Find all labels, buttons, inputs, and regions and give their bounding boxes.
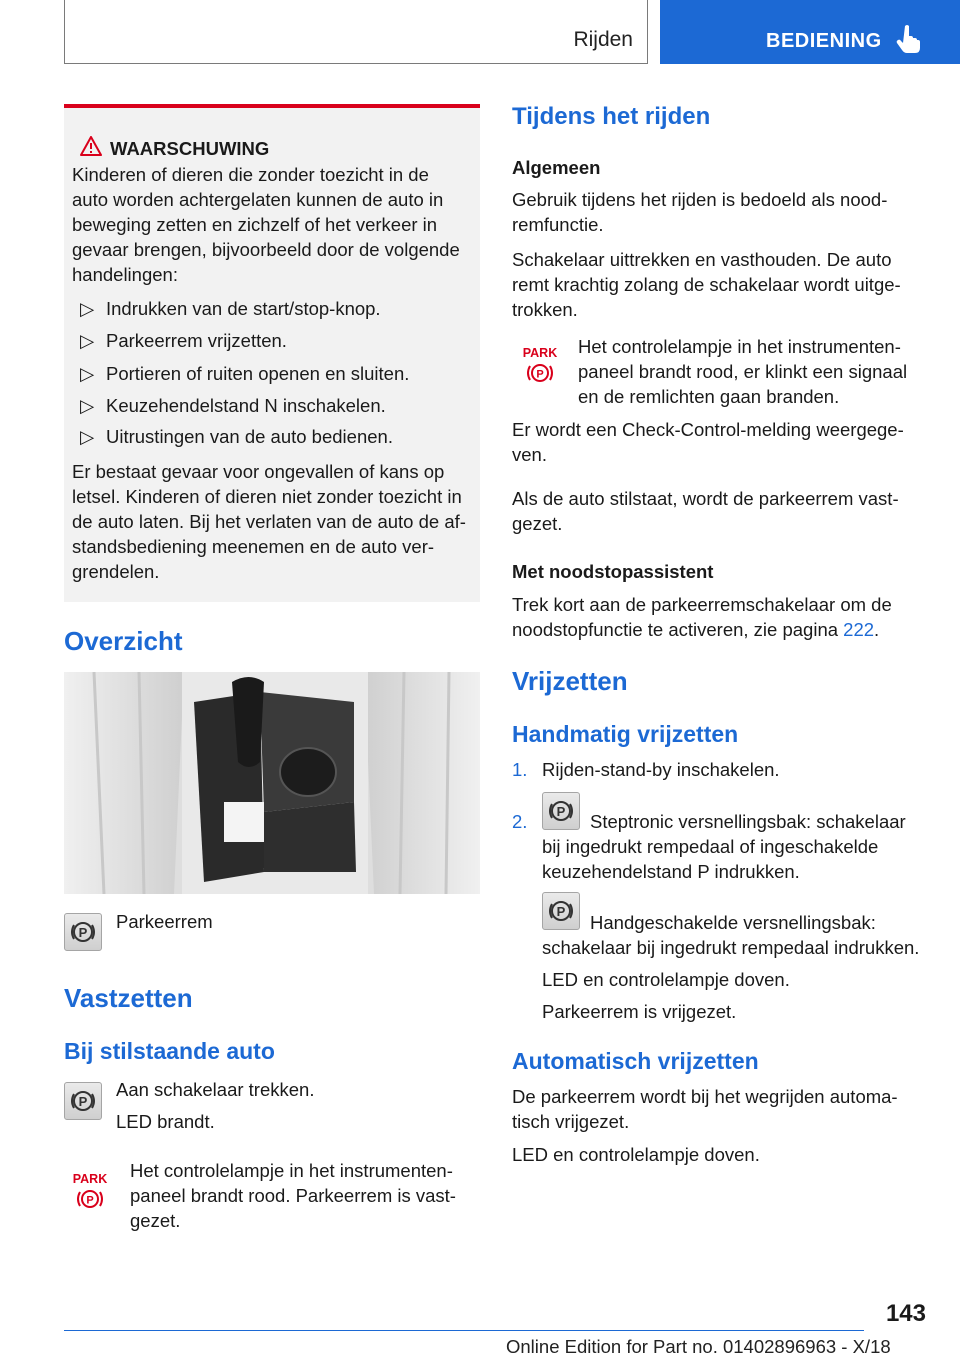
text-line: Kinderen of dieren die zonder toezicht in de xyxy=(72,164,429,185)
svg-text:P: P xyxy=(78,1094,88,1109)
rijden-p1 xyxy=(512,187,928,237)
svg-text:P: P xyxy=(556,804,566,819)
footer-edition: Online Edition for Part no. 01402896963 - X/18 xyxy=(506,1336,891,1357)
overzicht-heading: Overzicht xyxy=(64,626,183,656)
warning-triangle-icon xyxy=(80,136,102,156)
text-span: noodstopfunctie te activeren, zie pagina xyxy=(512,619,844,640)
warning-outro xyxy=(72,459,478,584)
text-line: Trek kort aan de parkeerremschakelaar om de xyxy=(512,594,892,615)
svg-text:P: P xyxy=(556,904,566,919)
svg-text:P: P xyxy=(78,925,88,940)
handmatig-vrijzetten-heading: Handmatig vrijzetten xyxy=(512,721,739,747)
warning-intro xyxy=(72,162,476,287)
noodstop-heading: Met noodstopassistent xyxy=(512,561,714,582)
step-number: 2. xyxy=(512,811,528,832)
text-line: gevaar brengen, bijvoorbeeld door de volgende xyxy=(72,239,460,260)
vrijzetten-heading: Vrijzetten xyxy=(512,666,628,696)
bullet-icon: ▷ xyxy=(80,426,95,447)
vastzetten-lamp-text xyxy=(130,1158,480,1233)
footer-rule xyxy=(64,1330,864,1331)
bullet-icon: ▷ xyxy=(80,363,95,384)
console-photo xyxy=(64,672,480,894)
vastzetten-led: LED brandt. xyxy=(116,1111,215,1132)
page-link[interactable]: 222 xyxy=(843,619,875,640)
text-line: remt krachtig zolang de schakelaar wordt uitge- xyxy=(512,274,901,295)
tijdens-het-rijden-heading: Tijdens het rijden xyxy=(512,103,711,130)
text-line: Gebruik tijdens het rijden is bedoeld als nood- xyxy=(512,189,888,210)
park-warning-lamp-icon xyxy=(520,344,560,386)
step-text: Rijden-stand-by inschakelen. xyxy=(542,759,780,780)
vastzetten-heading: Vastzetten xyxy=(64,983,193,1013)
step-text: Handgeschakelde versnellingsbak: xyxy=(590,912,876,933)
text-line: Het controlelampje in het instrumenten- xyxy=(578,336,901,357)
text-line: auto worden achtergelaten kunnen de auto in xyxy=(72,189,444,210)
text-line: Als de auto stilstaat, wordt de parkeerrem vast- xyxy=(512,488,899,509)
text-line xyxy=(512,617,928,642)
step-text-cont xyxy=(542,834,928,884)
svg-text:P: P xyxy=(86,1194,94,1207)
vastzetten-step: Aan schakelaar trekken. xyxy=(116,1079,315,1100)
text-line: letsel. Kinderen of dieren niet zonder toezicht in xyxy=(72,486,462,507)
text-line: de auto laten. Bij het verlaten van de auto de af- xyxy=(72,511,466,532)
text-line: Schakelaar uittrekken en vasthouden. De auto xyxy=(512,249,892,270)
bij-stilstaande-auto-heading: Bij stilstaande auto xyxy=(64,1038,275,1064)
list-item: Indrukken van de start/stop-knop. xyxy=(106,298,381,319)
text-line: Er bestaat gevaar voor ongevallen of kans op xyxy=(72,461,445,482)
header-section-label: Rijden xyxy=(573,28,633,51)
list-item: Uitrustingen van de auto bedienen. xyxy=(106,426,393,447)
text-line: gezet. xyxy=(512,513,563,534)
list-item: Keuzehendelstand N inschakelen. xyxy=(106,395,386,416)
step-text: schakelaar bij ingedrukt rempedaal indrukken. xyxy=(542,937,920,958)
text-line: trokken. xyxy=(512,299,578,320)
svg-text:P: P xyxy=(536,368,544,381)
rijden-lamp-text xyxy=(578,334,928,409)
rijden-p2 xyxy=(512,247,928,322)
algemeen-heading: Algemeen xyxy=(512,157,601,178)
header-chapter-label: BEDIENING xyxy=(766,30,882,52)
noodstop-text xyxy=(512,592,928,642)
legend-parkeerrem: Parkeerrem xyxy=(116,911,213,932)
rijden-p3 xyxy=(512,417,928,467)
text-line: paneel brandt rood, er klinkt een signaal xyxy=(578,361,908,382)
auto-text xyxy=(512,1084,928,1134)
hand-pointer-icon xyxy=(896,24,922,54)
text-line: tisch vrijgezet. xyxy=(512,1111,630,1132)
parking-brake-switch-icon xyxy=(64,1082,102,1120)
text-line: bij ingedrukt rempedaal of ingeschakelde xyxy=(542,836,879,857)
text-line: en de remlichten gaan branden. xyxy=(578,386,840,407)
rijden-p4 xyxy=(512,486,928,536)
parking-brake-switch-icon xyxy=(542,892,580,930)
text-line: Het controlelampje in het instrumenten- xyxy=(130,1160,453,1181)
auto-text-2: LED en controlelampje doven. xyxy=(512,1144,760,1165)
park-warning-lamp-icon xyxy=(70,1170,110,1212)
parking-brake-switch-icon xyxy=(64,913,102,951)
text-line: Er wordt een Check-Control-melding weergege- xyxy=(512,419,904,440)
text-line: ven. xyxy=(512,444,547,465)
text-line: handelingen: xyxy=(72,264,178,285)
step-text: Steptronic versnellingsbak: schakelaar xyxy=(590,811,906,832)
text-line: standsbediening meenemen en de auto ver- xyxy=(72,536,435,557)
text-span: . xyxy=(874,619,880,640)
bullet-icon: ▷ xyxy=(80,395,95,416)
warning-title: WAARSCHUWING xyxy=(110,138,270,159)
list-item: Parkeerrem vrijzetten. xyxy=(106,330,287,351)
text-line: beweging zetten en zichzelf of het verkeer in xyxy=(72,214,438,235)
automatisch-vrijzetten-heading: Automatisch vrijzetten xyxy=(512,1048,759,1074)
text-line: remfunctie. xyxy=(512,214,604,235)
svg-text:PARK: PARK xyxy=(522,346,558,360)
list-item: Portieren of ruiten openen en sluiten. xyxy=(106,363,410,384)
parking-brake-switch-icon xyxy=(542,792,580,830)
text-line: De parkeerrem wordt bij het wegrijden automa- xyxy=(512,1086,898,1107)
step-text: Parkeerrem is vrijgezet. xyxy=(542,1001,737,1022)
text-line: paneel brandt rood. Parkeerrem is vast- xyxy=(130,1185,456,1206)
text-line: grendelen. xyxy=(72,561,160,582)
bullet-icon: ▷ xyxy=(80,298,95,319)
text-line: gezet. xyxy=(130,1210,181,1231)
page-number: 143 xyxy=(885,1300,926,1327)
header-section-tab xyxy=(64,0,648,64)
header-chapter-tab xyxy=(660,0,960,64)
bullet-icon: ▷ xyxy=(80,330,95,351)
step-number: 1. xyxy=(512,759,528,780)
text-line: keuzehendelstand P indrukken. xyxy=(542,861,800,882)
step-text: LED en controlelampje doven. xyxy=(542,969,790,990)
svg-text:PARK: PARK xyxy=(72,1172,108,1186)
